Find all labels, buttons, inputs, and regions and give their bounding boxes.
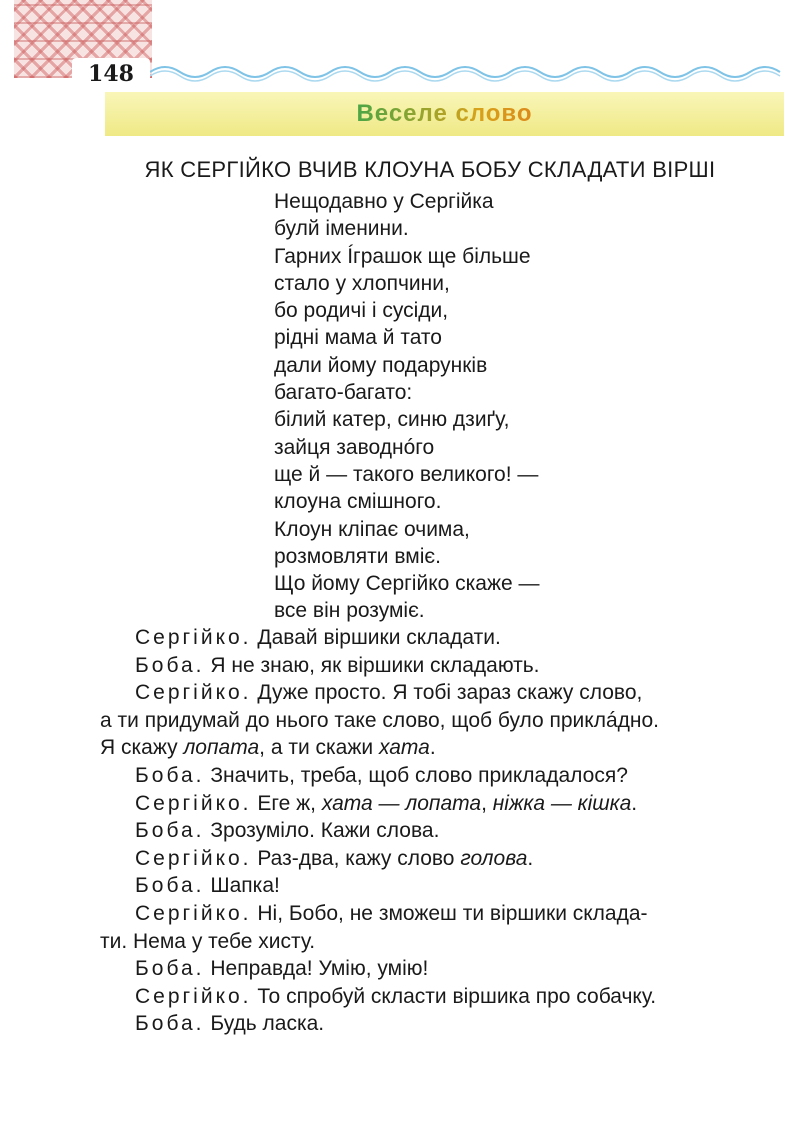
poem-line: булй іменини. xyxy=(274,217,409,241)
dialog-text: Значить, треба, щоб слово прикладалося? xyxy=(210,763,628,787)
dialog-text: . xyxy=(429,736,436,760)
dialog-text: Дуже просто. Я тобі зараз скажу слово, xyxy=(257,681,643,705)
poem-line: білий катер, синю дзиґу, xyxy=(274,408,510,432)
dialog-line xyxy=(100,790,788,818)
speaker-name: Боба. xyxy=(135,957,205,981)
dialog-line xyxy=(100,679,788,707)
poem-line: розмовляти вміє. xyxy=(274,544,441,568)
poem-line: Клоун кліпає очима, xyxy=(274,517,470,541)
example-word: хата xyxy=(378,736,430,760)
dialog-line xyxy=(100,983,788,1011)
speaker-name: Сергійко. xyxy=(135,984,252,1008)
poem-line: Нещодавно у Сергійка xyxy=(274,190,494,213)
example-word: хата — лопата xyxy=(321,791,482,815)
dialog-text: ти. Нема у тебе хисту. xyxy=(100,929,316,953)
dialog-line xyxy=(100,955,788,983)
poem-line: ще й — такого великого! — xyxy=(274,462,539,486)
page-number: 148 xyxy=(72,58,150,90)
poem-line: клоуна смішного. xyxy=(274,490,442,514)
dialog-text: , xyxy=(481,791,493,815)
dialog-line xyxy=(100,817,788,845)
dialog-line xyxy=(100,928,788,956)
poem-line: дали йому подарунків xyxy=(274,353,488,377)
dialog-line xyxy=(100,1010,788,1038)
dialog-text: Ні, Бобо, не зможеш ти віршики склада- xyxy=(257,901,648,925)
dialog-text: Шапка! xyxy=(210,874,280,898)
dialog-text: а ти придумай до нього таке слово, щоб було приклáдно. xyxy=(100,708,660,732)
speaker-name: Сергійко. xyxy=(135,681,252,705)
speaker-name: Боба. xyxy=(135,1012,205,1036)
dialog-text: . xyxy=(631,791,638,815)
story-title: ЯК СЕРГІЙКО ВЧИВ КЛОУНА БОБУ СКЛАДАТИ ВІРШІ xyxy=(144,157,716,182)
poem-line: рідні мама й тато xyxy=(274,326,442,350)
poem-line: багато-багато: xyxy=(274,381,413,405)
speaker-name: Боба. xyxy=(135,874,205,898)
poem-line: зайця заводнóго xyxy=(274,435,435,459)
dialog-line xyxy=(100,624,788,652)
dialog-text: Давай віршики складати. xyxy=(257,626,501,649)
example-word: ніжка — кішка xyxy=(492,791,632,815)
dialog-text: Еге ж, xyxy=(257,791,322,815)
speaker-name: Боба. xyxy=(135,653,205,677)
decorative-wave-line xyxy=(150,54,785,84)
poem-line: Гарних Íграшок ще більше xyxy=(274,244,531,268)
dialog-line xyxy=(100,762,788,790)
poem-line: Що йому Сергійко скаже — xyxy=(274,572,540,596)
dialog-line xyxy=(100,734,788,762)
dialog-text: , а ти скажи xyxy=(259,736,379,760)
example-word: лопата xyxy=(183,736,260,760)
dialog-line xyxy=(100,900,788,928)
dialog-text: Раз-два, кажу слово xyxy=(257,846,461,870)
dialog-line xyxy=(100,707,788,735)
dialog-text: Неправда! Умію, умію! xyxy=(210,957,429,981)
speaker-name: Сергійко. xyxy=(135,901,252,925)
speaker-name: Сергійко. xyxy=(135,846,252,870)
poem-line: все він розуміє. xyxy=(274,599,425,623)
speaker-name: Боба. xyxy=(135,763,205,787)
dialog-text: Я скажу xyxy=(100,736,184,760)
dialog-text: Будь ласка. xyxy=(210,1012,325,1036)
section-banner xyxy=(105,92,784,136)
poem xyxy=(274,188,540,625)
dialog-text: Зрозуміло. Кажи слова. xyxy=(210,819,440,843)
dialog-text: . xyxy=(527,846,534,870)
dialog-line xyxy=(100,845,788,873)
poem-line: бо родичі і сусіди, xyxy=(274,299,449,323)
speaker-name: Сергійко. xyxy=(135,626,252,649)
section-title: Веселе слово xyxy=(105,92,784,136)
dialog xyxy=(100,624,788,1038)
speaker-name: Боба. xyxy=(135,819,205,843)
dialog-text: Я не знаю, як віршики складають. xyxy=(210,653,540,677)
dialog-line xyxy=(100,652,788,680)
dialog-line xyxy=(100,872,788,900)
poem-line: стало у хлопчини, xyxy=(274,271,450,295)
example-word: голова xyxy=(460,846,528,870)
speaker-name: Сергійко. xyxy=(135,791,252,815)
dialog-text: То спробуй скласти віршика про собачку. xyxy=(257,984,657,1008)
